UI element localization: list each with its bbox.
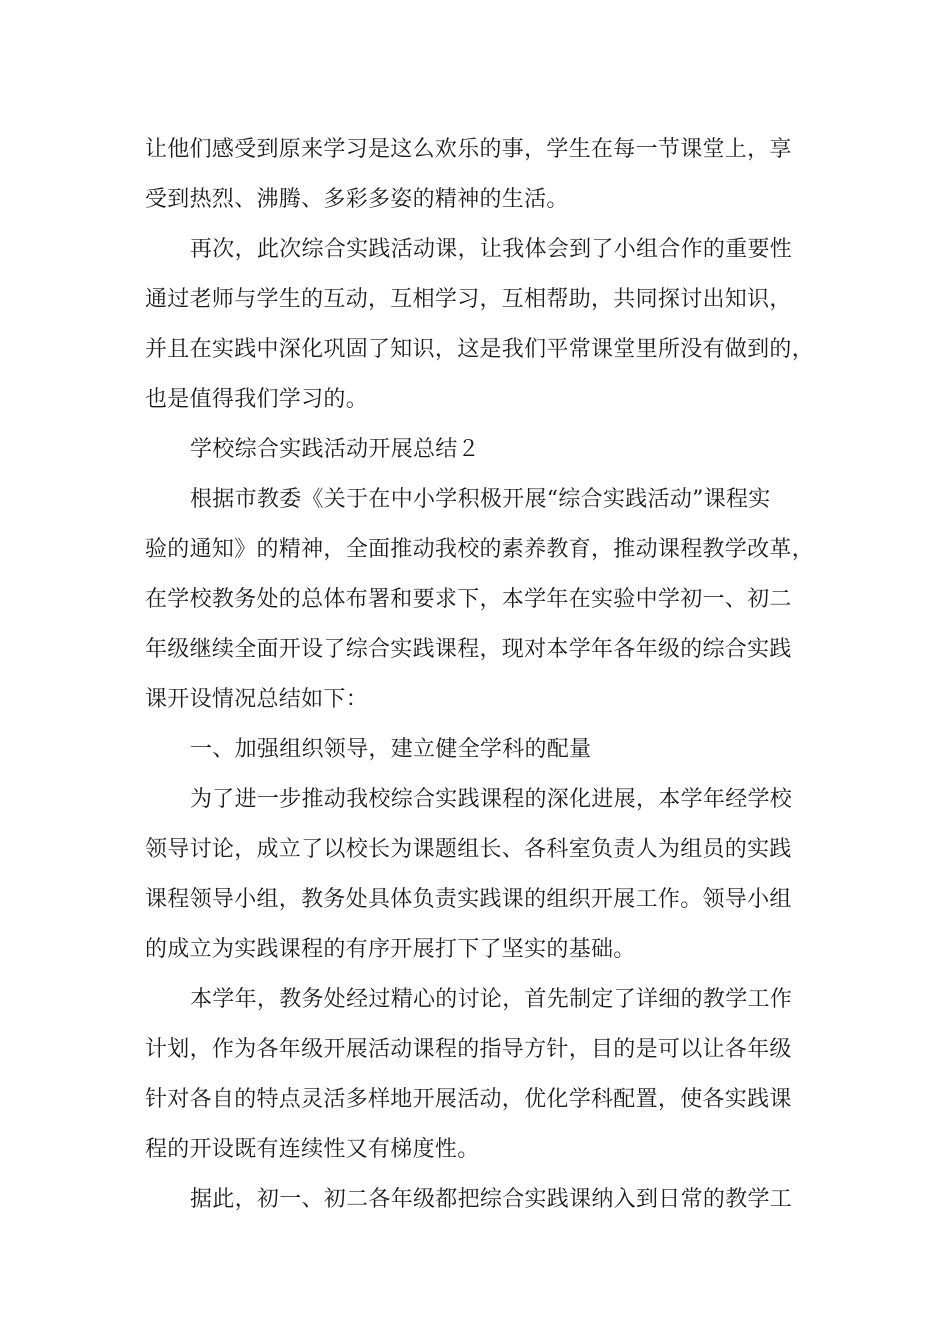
text-line: 程的开设既有连续性又有梯度性。 xyxy=(145,1137,480,1162)
text-line: 通过老师与学生的互动，互相学习，互相帮助，共同探讨出知识， xyxy=(145,287,792,312)
section-heading: 学校综合实践活动开展总结２ xyxy=(190,437,480,462)
text-line: 课程领导小组，教务处具体负责实践课的组织开展工作。领导小组 xyxy=(145,887,792,912)
text-line: 并且在实践中深化巩固了知识，这是我们平常课堂里所没有做到的， xyxy=(145,337,815,362)
text-line: 根据市教委《关于在中小学积极开展“综合实践活动”课程实 xyxy=(190,487,771,512)
text-line: 年级继续全面开设了综合实践课程，现对本学年各年级的综合实践 xyxy=(145,637,792,662)
text-line: 据此，初一、初二各年级都把综合实践课纳入到日常的教学工 xyxy=(190,1187,793,1212)
text-line: 也是值得我们学习的。 xyxy=(145,387,369,412)
text-line: 受到热烈、沸腾、多彩多姿的精神的生活。 xyxy=(145,187,569,212)
text-line: 再次，此次综合实践活动课，让我体会到了小组合作的重要性 xyxy=(190,237,793,262)
text-line: 计划，作为各年级开展活动课程的指导方针，目的是可以让各年级 xyxy=(145,1037,792,1062)
text-line: 针对各自的特点灵活多样地开展活动，优化学科配置，使各实践课 xyxy=(145,1087,792,1112)
text-line: 本学年，教务处经过精心的讨论，首先制定了详细的教学工作 xyxy=(190,987,793,1012)
text-line: 领导讨论，成立了以校长为课题组长、各科室负责人为组员的实践 xyxy=(145,837,792,862)
text-line: 的成立为实践课程的有序开展打下了坚实的基础。 xyxy=(145,937,636,962)
text-line: 在学校教务处的总体布署和要求下，本学年在实验中学初一、初二 xyxy=(145,587,792,612)
text-line: 课开设情况总结如下： xyxy=(145,687,369,712)
text-line: 为了进一步推动我校综合实践课程的深化进展，本学年经学校 xyxy=(190,787,793,812)
text-line: 让他们感受到原来学习是这么欢乐的事，学生在每一节课堂上，享 xyxy=(145,137,792,162)
subsection-heading: 一、加强组织领导，建立健全学科的配量 xyxy=(190,737,592,762)
text-line: 验的通知》的精神，全面推动我校的素养教育，推动课程教学改革， xyxy=(145,537,815,562)
